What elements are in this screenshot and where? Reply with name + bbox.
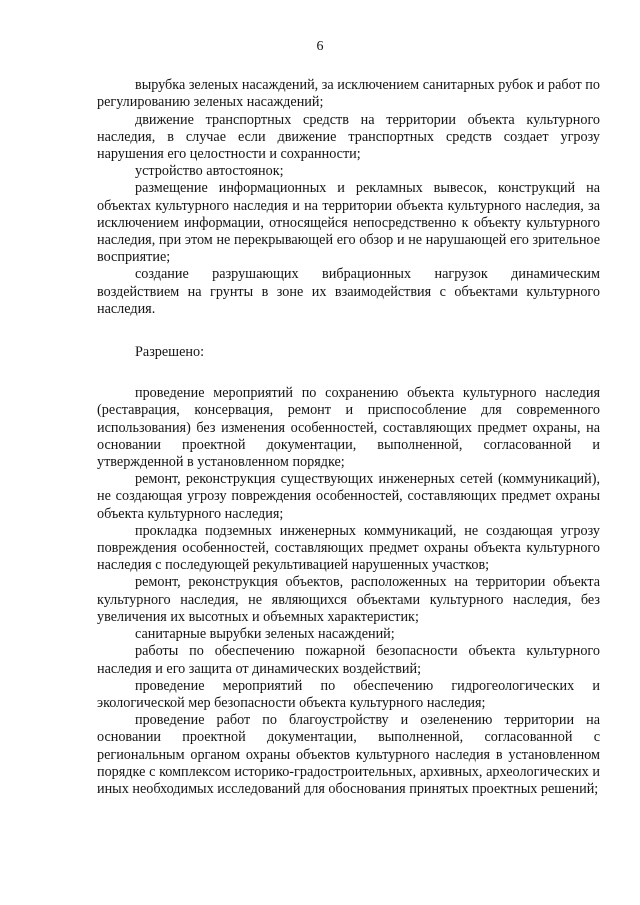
prohibited-list — [97, 77, 600, 318]
permitted-list — [97, 385, 600, 798]
list-item: устройство автостоянок; — [135, 163, 284, 180]
list-item: ремонт, реконструкция объектов, расположенных на территории объекта культурного наследия, не являющихся объектами культурного наследия, без увеличения их высотных и объемных характеристик; — [97, 574, 600, 625]
list-item: размещение информационных и рекламных вывесок, конструкций на объектах культурного наследия и на территории объекта культурного наследия, за исключением информации, относящейся непосредственно к объекту культурного наследия, при этом не перекрывающей его обзор и не нарушающей его зрительное восприятие; — [97, 180, 600, 266]
page-number: 6 — [316, 39, 324, 54]
section-heading: Разрешено: — [135, 344, 205, 361]
list-item: работы по обеспечению пожарной безопасности объекта культурного наследия и его защита от динамических воздействий; — [97, 643, 600, 677]
list-item: проведение мероприятий по сохранению объекта культурного наследия (реставрация, консервация, ремонт и приспособление для современного использования) без изменения особенностей, составляющих предмет охраны, на основании проектной документации, выполненной, согласованной и утвержденной в установленном порядке; — [97, 385, 600, 471]
list-item: движение транспортных средств на территории объекта культурного наследия, в случае если движение транспортных средств создает угрозу нарушения его целостности и сохранности; — [97, 111, 600, 163]
list-item: санитарные вырубки зеленых насаждений; — [135, 626, 395, 643]
list-item: ремонт, реконструкция существующих инженерных сетей (коммуникаций), не создающая угрозу повреждения особенностей, составляющих предмет охраны объекта культурного наследия; — [97, 471, 600, 522]
list-item: вырубка зеленых насаждений, за исключением санитарных рубок и работ по регулированию зеленых насаждений; — [97, 77, 600, 111]
list-item: проведение работ по благоустройству и озеленению территории на основании проектной документации, выполненной, согласованной с региональным органом охраны объектов культурного наследия в установленном порядке с комплексом историко-градостроительных, архивных, археологических и иных необходимых исследований для обоснования принятых проектных решений; — [97, 712, 600, 797]
list-item: прокладка подземных инженерных коммуникаций, не создающая угрозу повреждения особенностей, составляющих предмет охраны объекта культурного наследия с последующей рекультивацией нарушенных участков; — [97, 522, 600, 574]
list-item: проведение мероприятий по обеспечению гидрогеологических и экологической мер безопасности объекта культурного наследия; — [97, 677, 600, 711]
list-item: создание разрушающих вибрационных нагрузок динамическим воздействием на грунты в зоне их взаимодействия с объектами культурного наследия. — [97, 266, 600, 317]
